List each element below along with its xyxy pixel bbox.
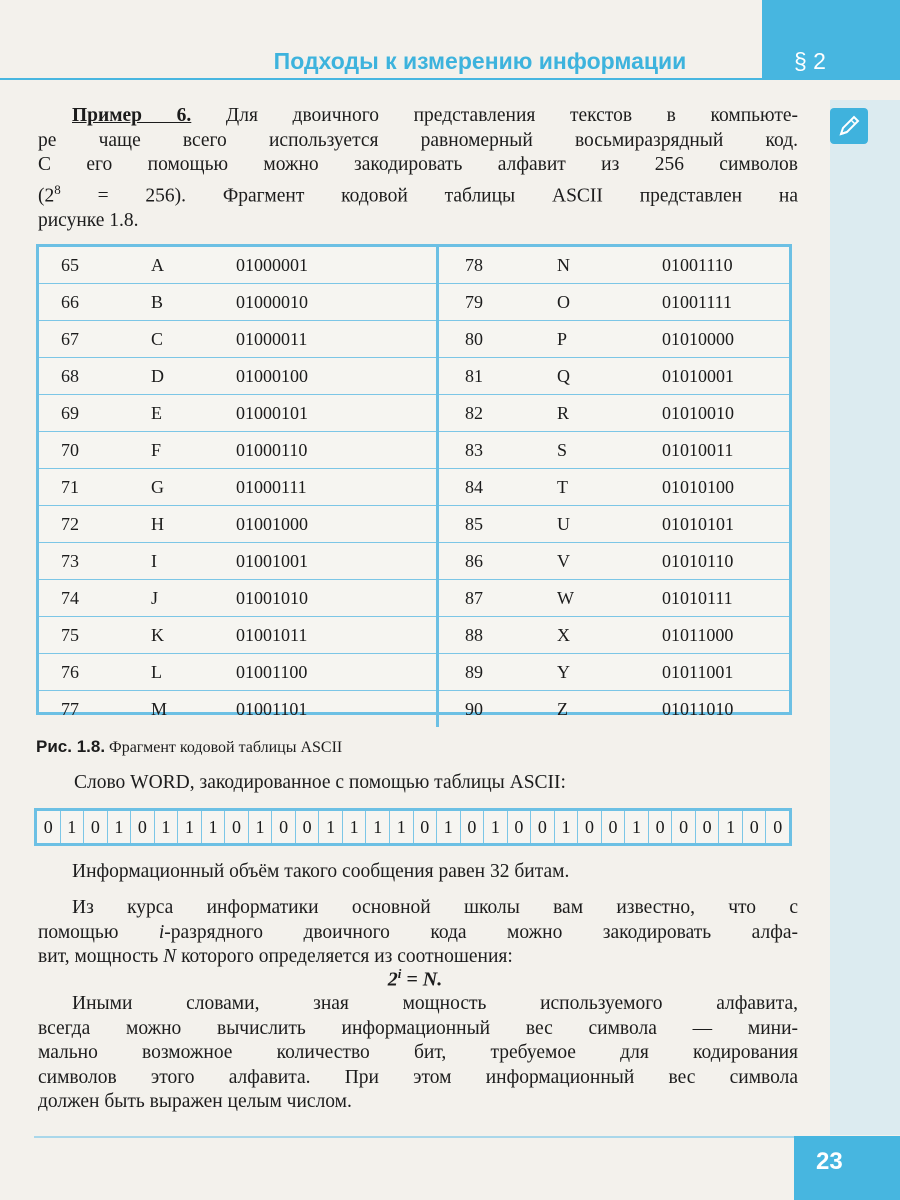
code-right-cell: 85 xyxy=(438,506,558,543)
variable-i: i xyxy=(158,921,165,943)
char-left-cell: E xyxy=(151,395,236,432)
binary-left-cell: 01001000 xyxy=(236,506,438,543)
example-paragraph xyxy=(38,104,798,233)
code-left-cell: 76 xyxy=(39,654,151,691)
margin-strip xyxy=(830,100,900,1135)
bit-cell: 0 xyxy=(508,811,532,843)
binary-right-cell: 01001111 xyxy=(662,284,789,321)
binary-right-cell: 01010101 xyxy=(662,506,789,543)
code-right-cell: 87 xyxy=(438,580,558,617)
char-left-cell: A xyxy=(151,247,236,284)
binary-left-cell: 01000100 xyxy=(236,358,438,395)
bit-cell: 1 xyxy=(719,811,743,843)
volume-paragraph xyxy=(38,860,798,885)
char-left-cell: D xyxy=(151,358,236,395)
char-right-cell: S xyxy=(557,432,662,469)
char-left-cell: C xyxy=(151,321,236,358)
char-right-cell: Y xyxy=(557,654,662,691)
bit-cell: 0 xyxy=(84,811,108,843)
example-line-2: ре чаще всего используется равномерный восьмиразрядный код. xyxy=(38,129,798,151)
formula-base: 2 xyxy=(387,968,398,991)
table-row xyxy=(39,580,789,617)
binary-left-cell: 01000011 xyxy=(236,321,438,358)
bit-cell: 1 xyxy=(319,811,343,843)
page-number: 23 xyxy=(816,1148,843,1175)
formula-rest: = N. xyxy=(401,968,443,991)
char-right-cell: Z xyxy=(557,698,568,719)
bit-cell: 1 xyxy=(249,811,273,843)
code-left-cell: 65 xyxy=(39,247,151,284)
table-row xyxy=(39,432,789,469)
code-right-cell: 78 xyxy=(438,247,558,284)
table-row xyxy=(39,358,789,395)
binary-right-cell: 01010100 xyxy=(662,469,789,506)
char-right-cell: N xyxy=(557,247,662,284)
code-left-cell: 70 xyxy=(39,432,151,469)
bit-cell: 0 xyxy=(37,811,61,843)
binary-right-cell: 01010000 xyxy=(662,321,789,358)
bit-cell: 0 xyxy=(414,811,438,843)
capacity-line-2-b: -разрядного двоичного кода можно закодировать алфа- xyxy=(164,921,798,943)
code-right-cell: 82 xyxy=(438,395,558,432)
char-left-cell: M xyxy=(151,698,168,719)
bit-cell: 0 xyxy=(578,811,602,843)
binary-right-cell: 01011001 xyxy=(662,654,789,691)
bit-cell: 0 xyxy=(131,811,155,843)
table-row xyxy=(39,469,789,506)
figure-caption xyxy=(36,737,342,757)
table-row xyxy=(39,617,789,654)
code-right-cell: 80 xyxy=(438,321,558,358)
ascii-code-table xyxy=(36,244,792,719)
code-right-cell: 81 xyxy=(438,358,558,395)
bit-cell: 1 xyxy=(343,811,367,843)
weight-line-2: всегда можно вычислить информационный вес символа — мини- xyxy=(38,1017,798,1039)
bit-cell: 0 xyxy=(672,811,696,843)
formula xyxy=(0,966,830,992)
volume-sentence: Информационный объём такого сообщения равен 32 битам. xyxy=(72,861,570,882)
binary-right-cell: 01010011 xyxy=(662,432,789,469)
bit-cell: 1 xyxy=(437,811,461,843)
bit-cell: 1 xyxy=(484,811,508,843)
code-right-cell: 89 xyxy=(438,654,558,691)
bit-cell: 0 xyxy=(602,811,626,843)
capacity-line-3-b: которого определяется из соотношения: xyxy=(176,946,513,967)
binary-left-cell: 01000010 xyxy=(236,284,438,321)
char-right-cell: R xyxy=(557,395,662,432)
capacity-line-2-a: помощью xyxy=(38,921,159,943)
binary-left-cell: 01000111 xyxy=(236,469,438,506)
table-row xyxy=(39,321,789,358)
char-left-cell: I xyxy=(151,543,236,580)
binary-left-cell: 01001011 xyxy=(236,617,438,654)
bit-cell: 0 xyxy=(773,817,783,837)
binary-left-cell: 01001010 xyxy=(236,580,438,617)
bit-cell: 0 xyxy=(225,811,249,843)
bit-cell: 1 xyxy=(61,811,85,843)
code-left-cell: 72 xyxy=(39,506,151,543)
capacity-line-3-a: вит, мощность xyxy=(38,946,164,967)
section-tab xyxy=(762,0,900,80)
table-row xyxy=(39,247,789,284)
char-left-cell: J xyxy=(151,580,236,617)
bit-cell: 1 xyxy=(178,811,202,843)
power-exponent: 8 xyxy=(54,181,61,197)
example-line-3: С его помощью можно закодировать алфавит из 256 символов xyxy=(38,154,798,175)
code-right-cell: 86 xyxy=(438,543,558,580)
formula-exponent: i xyxy=(397,966,402,981)
pencil-icon xyxy=(830,108,868,144)
code-left-cell: 69 xyxy=(39,395,151,432)
bit-cell: 1 xyxy=(108,811,132,843)
bit-cell: 0 xyxy=(296,811,320,843)
bit-cell: 1 xyxy=(202,811,226,843)
char-right-cell: X xyxy=(557,617,662,654)
example-line-4 xyxy=(38,178,798,209)
binary-left-cell: 01000110 xyxy=(236,432,438,469)
weight-line-1: Иными словами, зная мощность используемого алфавита, xyxy=(72,993,798,1014)
example-line-4-text: = 256). Фрагмент кодовой таблицы ASCII представлен на xyxy=(60,185,798,206)
footer-rule xyxy=(34,1136,794,1138)
page-number-tab xyxy=(794,1136,900,1200)
variable-n: N xyxy=(163,946,177,967)
binary-left-cell: 01001100 xyxy=(236,654,438,691)
char-left-cell: F xyxy=(151,432,236,469)
page-header-title: Подходы к измерению информации xyxy=(273,48,687,74)
table-row xyxy=(39,543,789,580)
code-right-cell: 79 xyxy=(438,284,558,321)
figure-caption-text: Фрагмент кодовой таблицы ASCII xyxy=(109,739,343,756)
binary-left-cell: 01000001 xyxy=(236,247,438,284)
binary-right-cell: 01001110 xyxy=(662,247,789,284)
table-row xyxy=(39,284,789,321)
code-left-cell: 71 xyxy=(39,469,151,506)
binary-left-cell: 01001001 xyxy=(236,543,438,580)
example-line-1 xyxy=(38,104,798,129)
code-left-cell: 75 xyxy=(39,617,151,654)
power-base: (2 xyxy=(38,185,55,206)
word-bit-sequence xyxy=(34,808,792,846)
weight-line-4: символов этого алфавита. При этом информационный вес символа xyxy=(38,1066,798,1088)
bit-cell: 1 xyxy=(625,811,649,843)
capacity-line-1: Из курса информатики основной школы вам известно, что с xyxy=(72,897,798,918)
weight-paragraph xyxy=(38,992,798,1115)
char-right-cell: T xyxy=(557,469,662,506)
table-row xyxy=(39,506,789,543)
bit-cell: 0 xyxy=(272,811,296,843)
char-right-cell: V xyxy=(557,543,662,580)
char-left-cell: G xyxy=(151,469,236,506)
bit-cell: 0 xyxy=(649,811,673,843)
bit-cell: 0 xyxy=(696,811,720,843)
bit-cell: 0 xyxy=(461,811,485,843)
char-left-cell: B xyxy=(151,284,236,321)
header-rule xyxy=(0,78,762,80)
code-left-cell: 74 xyxy=(39,580,151,617)
capacity-paragraph xyxy=(38,896,798,970)
char-right-cell: P xyxy=(557,321,662,358)
char-right-cell: W xyxy=(557,580,662,617)
weight-line-5: должен быть выражен целым числом. xyxy=(38,1091,352,1112)
code-right-cell: 84 xyxy=(438,469,558,506)
code-right-cell: 90 xyxy=(465,698,483,719)
binary-left-cell: 01000101 xyxy=(236,395,438,432)
char-left-cell: H xyxy=(151,506,236,543)
binary-right-cell: 01010110 xyxy=(662,543,789,580)
binary-right-cell: 01010010 xyxy=(662,395,789,432)
example-line-5: рисунке 1.8. xyxy=(38,209,139,231)
binary-right-cell: 01011010 xyxy=(662,698,734,719)
char-left-cell: K xyxy=(151,617,236,654)
binary-right-cell: 01010111 xyxy=(662,580,789,617)
weight-line-3: мально возможное количество бит, требуемое для кодирования xyxy=(38,1042,798,1063)
table-row xyxy=(39,395,789,432)
code-right-cell: 88 xyxy=(438,617,558,654)
figure-caption-label: Рис. 1.8. xyxy=(36,737,106,756)
binary-left-cell: 01001101 xyxy=(236,691,438,728)
section-label: § 2 xyxy=(794,48,826,74)
bit-cell: 0 xyxy=(743,811,767,843)
char-right-cell: O xyxy=(557,284,662,321)
code-left-cell: 73 xyxy=(39,543,151,580)
code-left-cell: 68 xyxy=(39,358,151,395)
example-label: Пример 6. xyxy=(72,105,192,126)
table-row xyxy=(39,654,789,691)
bit-cell: 1 xyxy=(555,811,579,843)
bit-cell: 0 xyxy=(531,811,555,843)
code-right-cell: 83 xyxy=(438,432,558,469)
char-left-cell: L xyxy=(151,654,236,691)
bit-cell: 1 xyxy=(390,811,414,843)
binary-right-cell: 01011000 xyxy=(662,617,789,654)
capacity-line-2 xyxy=(38,921,798,946)
char-right-cell: U xyxy=(557,506,662,543)
code-left-cell: 66 xyxy=(39,284,151,321)
char-right-cell: Q xyxy=(557,358,662,395)
example-line-1-text: Для двоичного представления текстов в компьюте- xyxy=(191,105,799,126)
code-left-cell: 77 xyxy=(61,698,79,719)
bit-cell: 1 xyxy=(366,811,390,843)
bit-cell: 1 xyxy=(155,811,179,843)
table-row xyxy=(39,691,789,728)
word-sentence: Слово WORD, закодированное с помощью таблицы ASCII: xyxy=(74,772,566,793)
code-left-cell: 67 xyxy=(39,321,151,358)
binary-right-cell: 01010001 xyxy=(662,358,789,395)
